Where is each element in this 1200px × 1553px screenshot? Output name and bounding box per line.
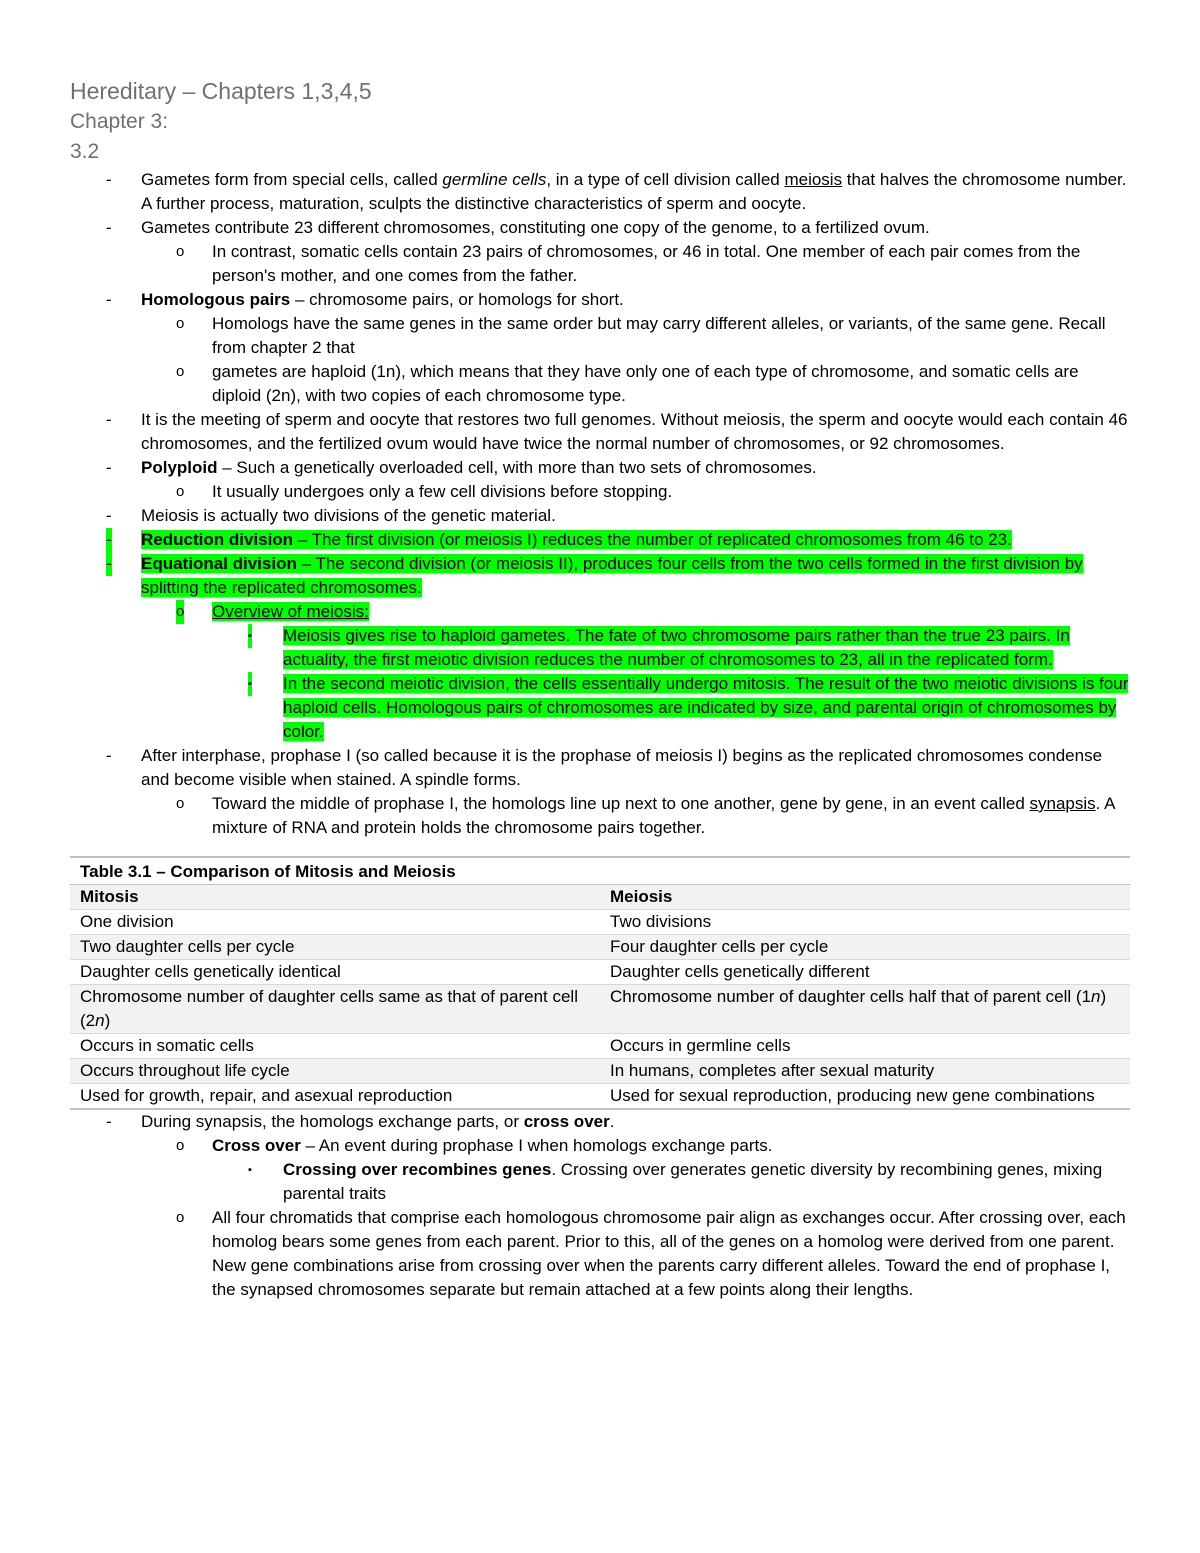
table-cell: Two daughter cells per cycle bbox=[70, 935, 600, 960]
note-text: – The first division (or meiosis I) reduces the number of replicated chromosomes from 46 to 23. bbox=[293, 530, 1012, 549]
notes-list-continued bbox=[70, 1110, 1130, 1302]
circle-bullet: o bbox=[176, 363, 185, 380]
note-text: All four chromatids that comprise each homologous chromosome pair align as exchanges occur. After crossing over, each homolog bears some genes from each parent. Prior to this, all of the genes on a homolog were derived from one parent. New gene combinations arise from crossing over when the parents carry different alleles. Toward the end of prophase I, the synapsed chromosomes separate but remain attached at a few points along their lengths. bbox=[212, 1208, 1126, 1299]
cell-text: Chromosome number of daughter cells same as that of parent cell (2 bbox=[80, 987, 578, 1030]
table-cell bbox=[70, 985, 600, 1034]
note-text: It is the meeting of sperm and oocyte that restores two full genomes. Without meiosis, the sperm and oocyte would each contain 46 chromosomes, and the fertilized ovum would have twice the normal number of chromosomes, or 92 chromosomes. bbox=[141, 410, 1128, 453]
table-row bbox=[70, 1034, 1130, 1059]
column-header-mitosis: Mitosis bbox=[70, 885, 600, 910]
list-item bbox=[70, 288, 1130, 312]
cell-text: n bbox=[1090, 987, 1101, 1006]
note-text: gametes are haploid (1n), which means that they have only one of each type of chromosome, and somatic cells are diploid (2n), with two copies of each chromosome type. bbox=[212, 362, 1079, 405]
list-item bbox=[70, 792, 1130, 840]
cell-text: ) bbox=[1100, 987, 1107, 1006]
circle-bullet: o bbox=[176, 483, 185, 500]
list-item-highlighted bbox=[70, 600, 1130, 624]
note-text: During synapsis, the homologs exchange parts, or bbox=[141, 1112, 524, 1131]
term-recombines-genes: Crossing over recombines genes bbox=[283, 1160, 552, 1179]
note-text: – chromosome pairs, or homologs for short. bbox=[290, 290, 624, 309]
list-item-highlighted bbox=[70, 624, 1130, 672]
dash-bullet: - bbox=[106, 458, 112, 477]
table-cell: Used for growth, repair, and asexual reproduction bbox=[70, 1084, 600, 1110]
note-text: In contrast, somatic cells contain 23 pairs of chromosomes, or 46 in total. One member of each pair comes from the person's mother, and one comes from the father. bbox=[212, 242, 1081, 285]
note-text: – The second division (or meiosis II), produces four cells from the two cells formed in the first division by splitting the replicated chromosomes. bbox=[141, 554, 1083, 597]
term-meiosis: meiosis bbox=[784, 170, 843, 189]
chapter-heading: Chapter 3: bbox=[70, 110, 169, 133]
cell-text: ) bbox=[104, 1011, 111, 1030]
circle-bullet: o bbox=[176, 1137, 185, 1154]
list-item bbox=[70, 480, 1130, 504]
table-cell: Daughter cells genetically different bbox=[600, 960, 1130, 985]
square-bullet: ▪ bbox=[248, 1164, 252, 1176]
term-polyploid: Polyploid bbox=[141, 458, 218, 477]
comparison-table bbox=[70, 856, 1130, 1110]
dash-bullet: - bbox=[106, 170, 112, 189]
table-cell: Daughter cells genetically identical bbox=[70, 960, 600, 985]
term-germline: germline cells bbox=[442, 170, 547, 189]
cell-text: Chromosome number of daughter cells half that of parent cell (1 bbox=[610, 987, 1091, 1006]
list-item-highlighted bbox=[70, 552, 1130, 600]
term-homologous-pairs: Homologous pairs bbox=[141, 290, 291, 309]
note-text: Homologs have the same genes in the same order but may carry different alleles, or variants, of the same gene. Recall from chapter 2 that bbox=[212, 314, 1106, 357]
notes-list bbox=[70, 168, 1130, 840]
note-text: In the second meiotic division, the cells essentially undergo mitosis. The result of the two meiotic divisions is four haploid cells. Homologous pairs of chromosomes are indicated by size, and parental origin of chromosomes by color. bbox=[283, 674, 1129, 741]
dash-bullet: - bbox=[106, 290, 112, 309]
circle-bullet: o bbox=[176, 1209, 185, 1226]
list-item-highlighted bbox=[70, 528, 1130, 552]
cell-text: n bbox=[95, 1011, 105, 1030]
square-bullet: ▪ bbox=[248, 624, 252, 648]
term-equational-division: Equational division bbox=[141, 554, 297, 573]
note-text: It usually undergoes only a few cell divisions before stopping. bbox=[212, 482, 673, 501]
table-row bbox=[70, 960, 1130, 985]
circle-bullet: o bbox=[176, 315, 185, 332]
note-text: Meiosis is actually two divisions of the genetic material. bbox=[141, 506, 556, 525]
section-heading: 3.2 bbox=[70, 140, 100, 163]
note-text: that halves the chromosome number. A further process, maturation, sculpts the distinctive characteristics of sperm and oocyte. bbox=[141, 170, 1127, 213]
note-text: , in a type of cell division called bbox=[546, 170, 785, 189]
list-item-highlighted bbox=[70, 672, 1130, 744]
term-cross-over: cross over bbox=[523, 1112, 610, 1131]
list-item bbox=[70, 1110, 1130, 1134]
list-item bbox=[70, 240, 1130, 288]
dash-bullet: - bbox=[106, 528, 112, 552]
note-text: . Crossing over generates genetic diversity by recombining genes, mixing parental traits bbox=[283, 1160, 1103, 1203]
note-text: Toward the middle of prophase I, the homologs line up next to one another, gene by gene, in an event called bbox=[212, 794, 1030, 813]
table-cell: Used for sexual reproduction, producing new gene combinations bbox=[600, 1084, 1130, 1110]
note-text: After interphase, prophase I (so called because it is the prophase of meiosis I) begins as the replicated chromosomes condense and become visible when stained. A spindle forms. bbox=[141, 746, 1103, 789]
overview-heading: Overview of meiosis: bbox=[212, 602, 369, 621]
table-cell: Two divisions bbox=[600, 910, 1130, 935]
table-cell: In humans, completes after sexual maturity bbox=[600, 1059, 1130, 1084]
circle-bullet: o bbox=[176, 243, 185, 260]
term-cross-over: Cross over bbox=[212, 1136, 301, 1155]
table-cell: Occurs in somatic cells bbox=[70, 1034, 600, 1059]
note-text: . bbox=[609, 1112, 615, 1131]
table-cell: Four daughter cells per cycle bbox=[600, 935, 1130, 960]
dash-bullet: - bbox=[106, 746, 112, 765]
table-row bbox=[70, 1084, 1130, 1110]
column-header-meiosis: Meiosis bbox=[600, 885, 1130, 910]
table-cell: Occurs throughout life cycle bbox=[70, 1059, 600, 1084]
list-item bbox=[70, 744, 1130, 792]
table-cell: Occurs in germline cells bbox=[600, 1034, 1130, 1059]
circle-bullet: o bbox=[176, 600, 184, 624]
note-text: Gametes contribute 23 different chromosomes, constituting one copy of the genome, to a fertilized ovum. bbox=[141, 218, 930, 237]
table-row bbox=[70, 910, 1130, 935]
document-title: Hereditary – Chapters 1,3,4,5 bbox=[70, 78, 372, 104]
note-text: Gametes form from special cells, called bbox=[141, 170, 443, 189]
dash-bullet: - bbox=[106, 218, 112, 237]
table-row bbox=[70, 985, 1130, 1034]
list-item bbox=[70, 1158, 1130, 1206]
list-item bbox=[70, 312, 1130, 360]
note-text: – Such a genetically overloaded cell, with more than two sets of chromosomes. bbox=[217, 458, 817, 477]
dash-bullet: - bbox=[106, 506, 112, 525]
circle-bullet: o bbox=[176, 795, 185, 812]
list-item bbox=[70, 168, 1130, 216]
note-text: Meiosis gives rise to haploid gametes. The fate of two chromosome pairs rather than the true 23 pairs. In actuality, the first meiotic division reduces the number of chromosomes to 23, all in the replicated form. bbox=[283, 626, 1070, 669]
dash-bullet: - bbox=[106, 1112, 112, 1131]
list-item bbox=[70, 504, 1130, 528]
note-text: – An event during prophase I when homologs exchange parts. bbox=[300, 1136, 773, 1155]
list-item bbox=[70, 1206, 1130, 1302]
term-reduction-division: Reduction division bbox=[141, 530, 294, 549]
dash-bullet: - bbox=[106, 552, 112, 576]
table-cell: One division bbox=[70, 910, 600, 935]
list-item bbox=[70, 456, 1130, 480]
list-item bbox=[70, 1134, 1130, 1158]
list-item bbox=[70, 408, 1130, 456]
note-text: . A mixture of RNA and protein holds the chromosome pairs together. bbox=[212, 794, 1115, 837]
square-bullet: ▪ bbox=[248, 672, 252, 696]
term-synapsis: synapsis bbox=[1029, 794, 1096, 813]
list-item bbox=[70, 360, 1130, 408]
table-caption: Table 3.1 – Comparison of Mitosis and Meiosis bbox=[70, 857, 1130, 885]
table-row bbox=[70, 935, 1130, 960]
dash-bullet: - bbox=[106, 410, 112, 429]
table-cell bbox=[600, 985, 1130, 1034]
table-row bbox=[70, 1059, 1130, 1084]
table-header-row bbox=[70, 885, 1130, 910]
list-item bbox=[70, 216, 1130, 240]
